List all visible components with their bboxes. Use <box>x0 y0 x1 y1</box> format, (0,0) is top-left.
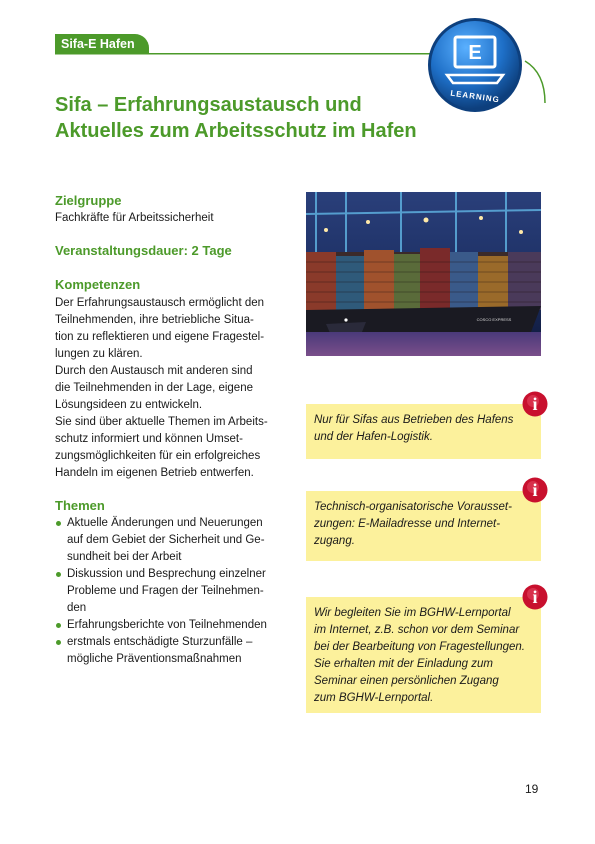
e-learning-badge-icon <box>425 15 525 115</box>
container-ship-photo <box>306 192 541 356</box>
badge-letter: E <box>468 42 482 64</box>
info-icon-letter: i <box>532 394 538 414</box>
title-line-1: Sifa – Erfahrungsaustausch und <box>55 94 362 116</box>
text-line: zum BGHW-Lernportal. <box>314 692 434 704</box>
text-line: schutz informiert und können Umset- <box>55 433 243 445</box>
themen-heading: Themen <box>55 498 105 513</box>
page-number: 19 <box>525 782 539 796</box>
text-line: die Teilnehmenden in der Lage, eigene <box>55 382 253 394</box>
text-line: zungsmöglichkeiten für ein erfolgreiches <box>55 450 261 462</box>
ship-name-label: COSCO EXPRESS <box>476 317 512 322</box>
themen-list <box>55 515 290 668</box>
text-line: Der Erfahrungsaustausch ermöglicht den <box>55 297 265 309</box>
info-box <box>306 404 541 459</box>
text-line: bei der Bearbeitung von Fragestellungen. <box>314 641 525 653</box>
info-icon-letter: i <box>532 587 538 607</box>
badge-text: LEARNING <box>449 88 501 105</box>
zielgruppe-text: Fachkräfte für Arbeitssicherheit <box>55 212 214 224</box>
text-line: Durch den Austausch mit anderen sind <box>55 365 253 377</box>
text-line: auf dem Gebiet der Sicherheit und Ge- <box>67 534 265 546</box>
text-line: zungen: E-Mailadresse und Internet- <box>314 518 501 530</box>
text-line: Seminar einen persönlichen Zugang <box>314 675 499 687</box>
text-line: im Internet, z.B. schon vor dem Seminar <box>314 624 520 636</box>
list-item <box>55 617 290 634</box>
text-line: erstmals entschädigte Sturzunfälle – <box>67 636 253 648</box>
text-line: Nur für Sifas aus Betrieben des Hafens <box>314 414 514 426</box>
info-icon <box>522 584 548 610</box>
list-item <box>55 515 290 566</box>
text-line: Handeln im eigenen Betrieb entwerfen. <box>55 467 254 479</box>
zielgruppe-heading: Zielgruppe <box>55 193 122 208</box>
text-line: Sie erhalten mit der Einladung zum <box>314 658 493 670</box>
text-line: Teilnehmenden, ihre betriebliche Situa- <box>55 314 254 326</box>
list-item <box>55 634 290 668</box>
kompetenzen-text <box>55 295 287 482</box>
text-line: Diskussion und Besprechung einzelner <box>67 568 266 580</box>
info-icon <box>522 391 548 417</box>
info-icon <box>522 477 548 503</box>
title-line-2: Aktuelles zum Arbeitsschutz im Hafen <box>55 120 417 142</box>
info-icon-letter: i <box>532 480 538 500</box>
text-line: Lösungsideen zu entwickeln. <box>55 399 203 411</box>
text-line: Sie sind über aktuelle Themen im Arbeits- <box>55 416 268 428</box>
page-title <box>55 92 475 144</box>
text-line: Aktuelle Änderungen und Neuerungen <box>67 517 263 529</box>
text-line: Technisch-organisatorische Vorausset- <box>314 501 512 513</box>
section-tag: Sifa-E Hafen <box>55 34 149 54</box>
text-line: Probleme und Fragen der Teilnehmen- <box>67 585 264 597</box>
text-line: zugang. <box>314 535 355 547</box>
text-line: und der Hafen-Logistik. <box>314 431 433 443</box>
info-box <box>306 597 541 713</box>
text-line: sundheit bei der Arbeit <box>67 551 182 563</box>
text-line: mögliche Präventionsmaßnahmen <box>67 653 242 665</box>
text-line: lungen zu klären. <box>55 348 143 360</box>
info-box <box>306 491 541 561</box>
kompetenzen-heading: Kompetenzen <box>55 277 141 292</box>
text-line: Erfahrungsberichte von Teilnehmenden <box>67 619 267 631</box>
duration-heading: Veranstaltungsdauer: 2 Tage <box>55 243 232 258</box>
text-line: tion zu reflektieren und eigene Fragestel- <box>55 331 265 343</box>
list-item <box>55 566 290 617</box>
text-line: Wir begleiten Sie im BGHW-Lernportal <box>314 607 511 619</box>
text-line: den <box>67 602 87 614</box>
